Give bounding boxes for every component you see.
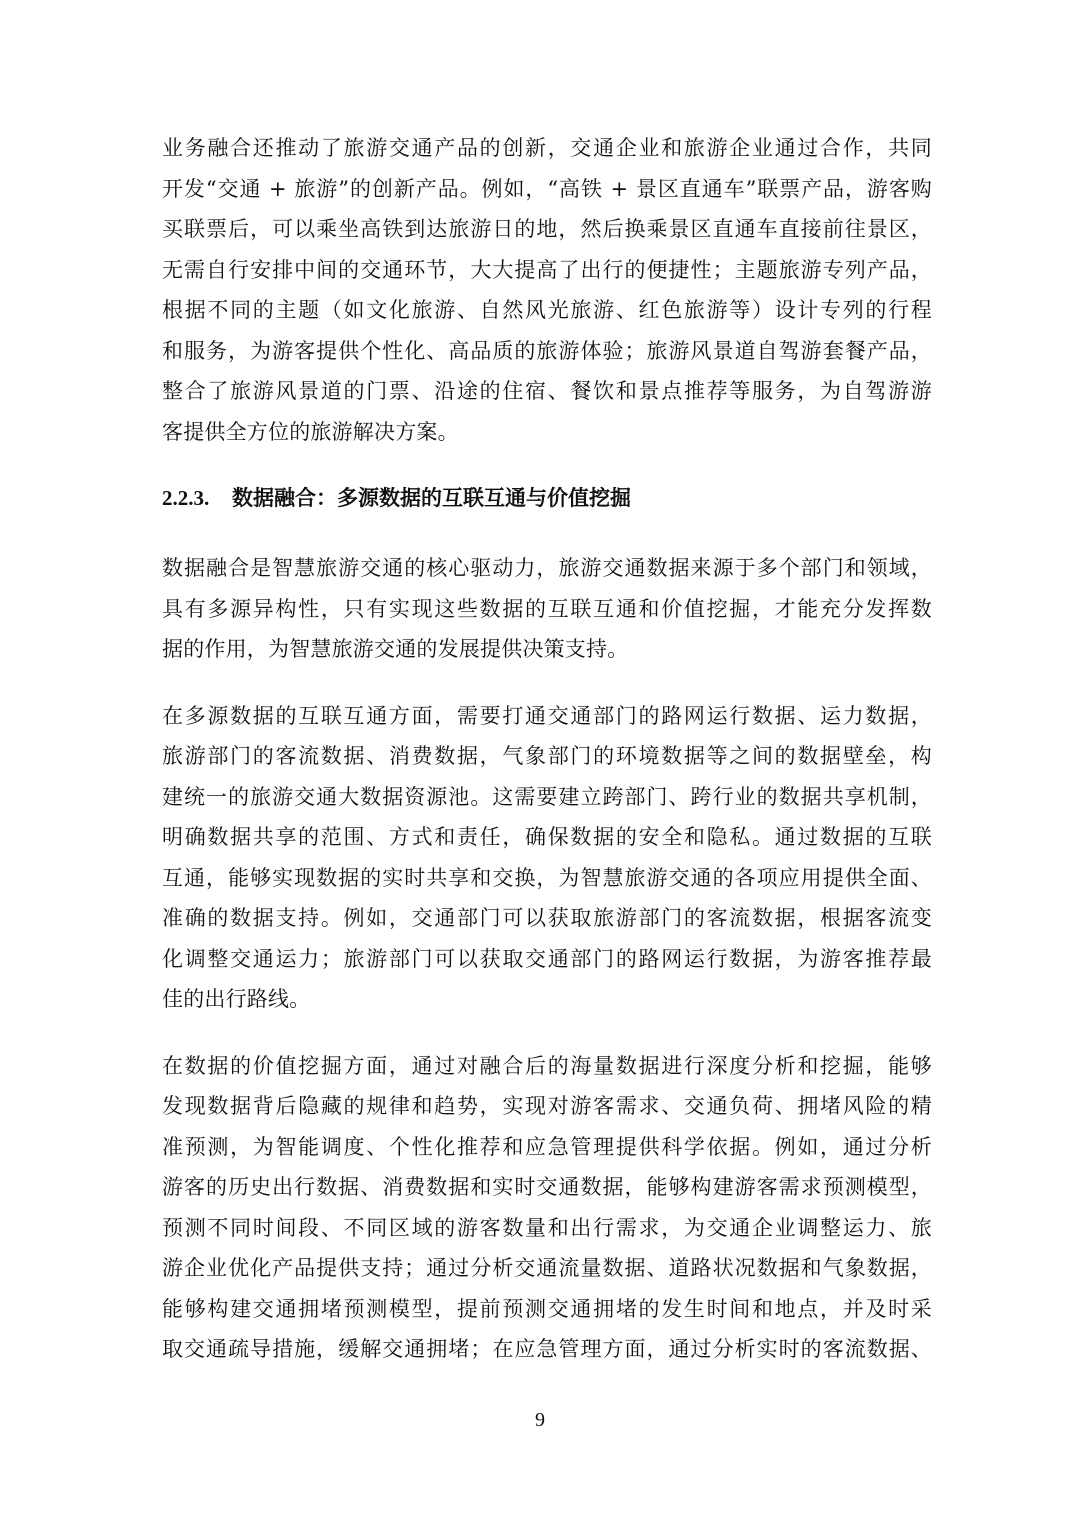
- text-line: 具有多源异构性，只有实现这些数据的互联互通和价值挖掘，才能充分发挥数: [162, 596, 932, 621]
- paragraph-product-innovation: [162, 128, 932, 452]
- text-line: 开发“交通 + 旅游”的创新产品。例如，“高铁 + 景区直通车”联票产品，游客购: [162, 176, 932, 201]
- text-line: 取交通疏导措施，缓解交通拥堵；在应急管理方面，通过分析实时的客流数据、: [162, 1337, 932, 1361]
- text-line: 建统一的旅游交通大数据资源池。这需要建立跨部门、跨行业的数据共享机制，: [162, 784, 932, 809]
- page-content: [162, 128, 932, 1396]
- text-line: 佳的出行路线。: [162, 987, 311, 1011]
- text-line: 互通，能够实现数据的实时共享和交换，为智慧旅游交通的各项应用提供全面、: [162, 865, 932, 890]
- text-line: 根据不同的主题（如文化旅游、自然风光旅游、红色旅游等）设计专列的行程: [162, 298, 932, 322]
- text-line: 准确的数据支持。例如，交通部门可以获取旅游部门的客流数据，根据客流变: [162, 906, 932, 930]
- text-line: 发现数据背后隐藏的规律和趋势，实现对游客需求、交通负荷、拥堵风险的精: [162, 1094, 932, 1118]
- section-number: 2.2.3.: [162, 486, 210, 510]
- text-line: 化调整交通运力；旅游部门可以获取交通部门的路网运行数据，为游客推荐最: [162, 946, 932, 971]
- text-line: 旅游部门的客流数据、消费数据，气象部门的环境数据等之间的数据壁垒，构: [162, 744, 932, 768]
- text-line: 客提供全方位的旅游解决方案。: [162, 419, 459, 444]
- text-line: 明确数据共享的范围、方式和责任，确保数据的安全和隐私。通过数据的互联: [162, 825, 932, 849]
- text-line: 无需自行安排中间的交通环节，大大提高了出行的便捷性；主题旅游专列产品，: [162, 257, 932, 282]
- text-line: 据的作用，为智慧旅游交通的发展提供决策支持。: [162, 637, 629, 661]
- text-line: 买联票后，可以乘坐高铁到达旅游日的地，然后换乘景区直通车直接前往景区，: [162, 217, 932, 241]
- text-line: 准预测，为智能调度、个性化推荐和应急管理提供科学依据。例如，通过分析: [162, 1134, 932, 1159]
- text-line: 整合了旅游风景道的门票、沿途的住宿、餐饮和景点推荐等服务，为自驾游游: [162, 379, 932, 403]
- page-number: 9: [535, 1409, 545, 1431]
- section-title: 数据融合：多源数据的互联互通与价值挖掘: [232, 485, 631, 510]
- text-line: 和服务，为游客提供个性化、高品质的旅游体验；旅游风景道自驾游套餐产品，: [162, 338, 932, 363]
- text-line: 预测不同时间段、不同区域的游客数量和出行需求，为交通企业调整运力、旅: [162, 1215, 932, 1240]
- text-line: 在多源数据的互联互通方面，需要打通交通部门的路网运行数据、运力数据，: [162, 703, 932, 728]
- section-heading: [162, 478, 932, 518]
- text-line: 数据融合是智慧旅游交通的核心驱动力，旅游交通数据来源于多个部门和领域，: [162, 556, 932, 580]
- text-line: 游客的历史出行数据、消费数据和实时交通数据，能够构建游客需求预测模型，: [162, 1175, 932, 1199]
- text-line: 能够构建交通拥堵预测模型，提前预测交通拥堵的发生时间和地点，并及时采: [162, 1296, 932, 1321]
- text-line: 游企业优化产品提供支持；通过分析交通流量数据、道路状况数据和气象数据，: [162, 1256, 932, 1280]
- text-line: 在数据的价值挖掘方面，通过对融合后的海量数据进行深度分析和挖掘，能够: [162, 1053, 932, 1078]
- paragraph-data-fusion-intro: [162, 548, 932, 670]
- paragraph-value-mining: [162, 1046, 932, 1370]
- paragraph-interconnection: [162, 696, 932, 1020]
- text-line: 业务融合还推动了旅游交通产品的创新，交通企业和旅游企业通过合作，共同: [162, 136, 932, 160]
